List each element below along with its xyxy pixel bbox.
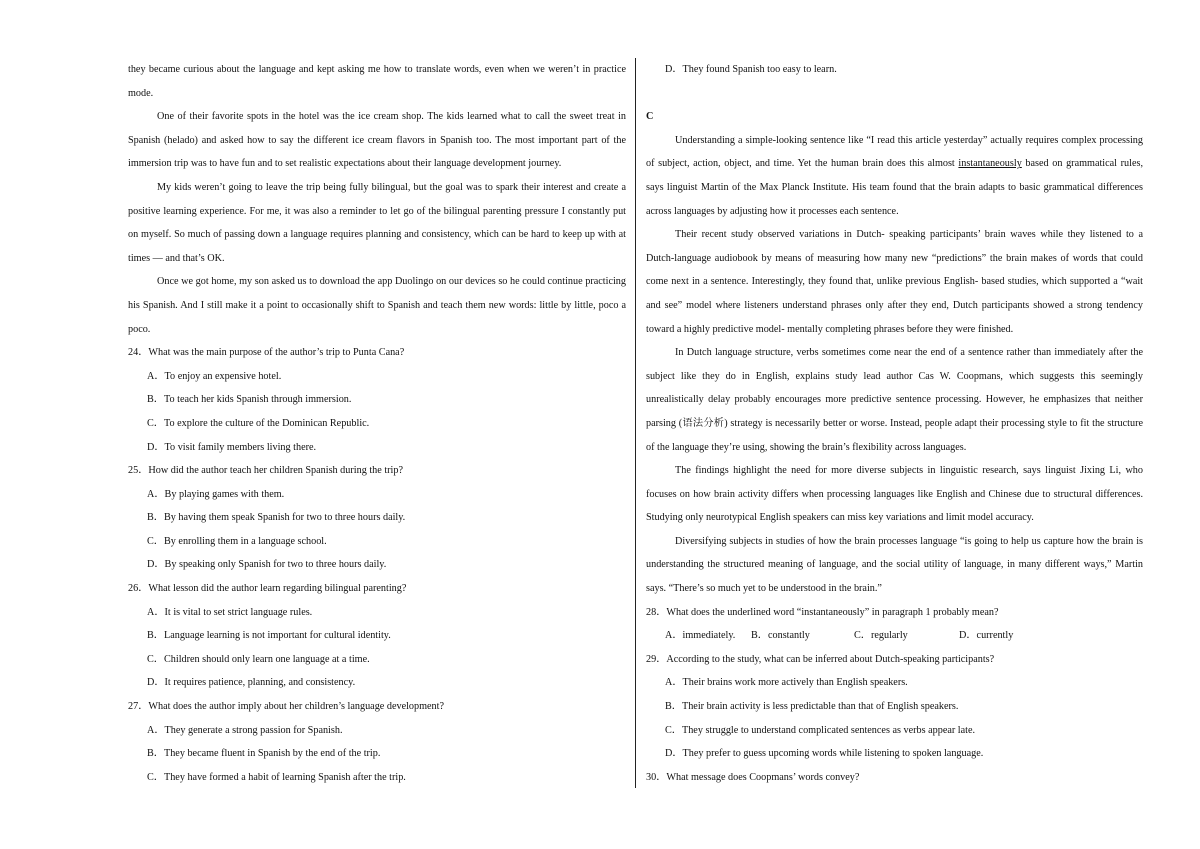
passage-paragraph: One of their favorite spots in the hotel was the ice cream shop. The kids learned what to call the sweet treat in Spanish (helado) and asked how to say the different ice cream flavors in Spanish too. The most important part of the immersion trip was to have fun and to set realistic expectations about their language development journey. [128, 111, 626, 170]
question-24 [128, 341, 626, 459]
passage-paragraph: they became curious about the language and kept asking me how to translate words, even when we weren’t in practice mode. [128, 64, 626, 99]
question-stem: 30．What message does Coopmans’ words convey? [646, 771, 860, 783]
right-column [646, 58, 1143, 789]
answer-option: C．Children should only learn one language at a time. [147, 653, 370, 665]
paragraph-text: based on grammatical rules, says linguist Martin of the Max Planck Institute. His team found that the brain adapts to basic grammatical differences across languages by adjusting how it processes each sentence. [646, 158, 1143, 217]
passage-paragraph: The findings highlight the need for more diverse subjects in linguistic research, says linguist Jixing Li, who focuses on how brain activity differs when processing languages like English and Chinese due to structural differences. Studying only neurotypical English speakers can miss key variations and limit model accuracy. [646, 465, 1143, 524]
question-28 [646, 601, 1143, 648]
answer-option: C．They struggle to understand complicated sentences as verbs appear late. [665, 724, 976, 736]
passage-paragraph: Their recent study observed variations in Dutch- speaking participants’ brain waves while they listened to a Dutch-language audiobook by means of measuring how many new “predictions” the brain makes of words that could come next in a sentence. Interestingly, they found that, unlike previous English- based studies, which supported a “wait and see” model where listeners understand phrases only after they end, Dutch participants showed a strong tendency toward a highly predictive model- mentally completing phrases before they were finished. [646, 229, 1143, 335]
answer-option: A．It is vital to set strict language rules. [147, 606, 313, 618]
column-divider [635, 58, 636, 788]
answer-option: B．By having them speak Spanish for two to three hours daily. [147, 512, 406, 524]
question-stem: 26．What lesson did the author learn regarding bilingual parenting? [128, 583, 407, 595]
question-30 [646, 766, 1143, 790]
answer-option: A．By playing games with them. [147, 488, 285, 500]
answer-option: C．To explore the culture of the Dominican Republic. [147, 417, 370, 429]
answer-option: B．To teach her kids Spanish through immersion. [147, 394, 352, 406]
answer-option: B．Language learning is not important for cultural identity. [147, 630, 391, 642]
answer-option: D．It requires patience, planning, and consistency. [147, 677, 356, 689]
question-stem: 25．How did the author teach her children Spanish during the trip? [128, 465, 403, 477]
answer-option: C．By enrolling them in a language school. [147, 535, 327, 547]
answer-option: D．They found Spanish too easy to learn. [665, 64, 837, 75]
answer-option: A．They generate a strong passion for Spanish. [147, 724, 343, 736]
answer-option: C．regularly [854, 630, 908, 642]
passage-paragraph: Diversifying subjects in studies of how the brain processes language “is going to help us capture how the brain is understanding the structured meaning of language, and the social utility of language, in many different ways,” Martin says. “There’s so much yet to be understood in the brain.” [646, 535, 1143, 595]
question-29 [646, 648, 1143, 766]
answer-option: A．Their brains work more actively than English speakers. [665, 677, 908, 689]
answer-option: C．They have formed a habit of learning Spanish after the trip. [147, 771, 406, 783]
question-stem: 28．What does the underlined word “instantaneously” in paragraph 1 probably mean? [646, 606, 999, 618]
section-heading: C [646, 111, 654, 123]
question-27 [128, 695, 626, 789]
passage-paragraph: Once we got home, my son asked us to download the app Duolingo on our devices so he could continue practicing his Spanish. And I still make it a point to occasionally shift to Spanish and teach them new words: little by little, poco a poco. [128, 276, 626, 335]
left-column [128, 58, 626, 789]
answer-option: B．Their brain activity is less predictable than that of English speakers. [665, 701, 959, 713]
question-25 [128, 459, 626, 577]
answer-option: D．To visit family members living there. [147, 441, 317, 453]
inline-options [646, 624, 1143, 648]
passage-paragraph: In Dutch language structure, verbs sometimes come near the end of a sentence rather than immediately after the subject like they do in English, explains study lead author Cas W. Coopmans, which suggests this seemingly unrealistically delay probably encourages more predictive sentence processing. However, he emphasizes that neither parsing (语法分析) strategy is necessarily better or worse. Instead, people adapt their processing style to fit the structure of the language they’re using, showing the brain’s flexibility across languages. [646, 347, 1143, 453]
paragraph-text: Understanding a simple-looking sentence like “I read this article yesterday” actually requires complex processing of subject, action, object, and time. Yet the human brain does this almost [646, 134, 1143, 170]
answer-option: D．By speaking only Spanish for two to three hours daily. [147, 559, 387, 571]
answer-option: A．To enjoy an expensive hotel. [147, 370, 282, 382]
spacer [646, 82, 1143, 106]
underlined-word: instantaneously [958, 158, 1022, 170]
answer-option: A．immediately. [665, 630, 736, 642]
question-stem: 24．What was the main purpose of the author’s trip to Punta Cana? [128, 347, 405, 359]
question-stem: 27．What does the author imply about her children’s language development? [128, 701, 445, 713]
passage-paragraph: My kids weren’t going to leave the trip being fully bilingual, but the goal was to spark their interest and create a positive learning experience. For me, it was also a reminder to let go of the bilingual parenting pressure I constantly put on myself. So much of passing down a language requires planning and consistency, which can be hard to keep up with at times — and that’s OK. [128, 181, 626, 264]
answer-option: D．They prefer to guess upcoming words while listening to spoken language. [665, 748, 984, 760]
question-26 [128, 577, 626, 695]
passage-paragraph [646, 129, 1143, 223]
answer-option: B．constantly [751, 630, 810, 642]
answer-option: D．currently [959, 630, 1014, 642]
question-stem: 29．According to the study, what can be inferred about Dutch-speaking participants? [646, 653, 995, 665]
answer-option: B．They became fluent in Spanish by the end of the trip. [147, 748, 381, 760]
